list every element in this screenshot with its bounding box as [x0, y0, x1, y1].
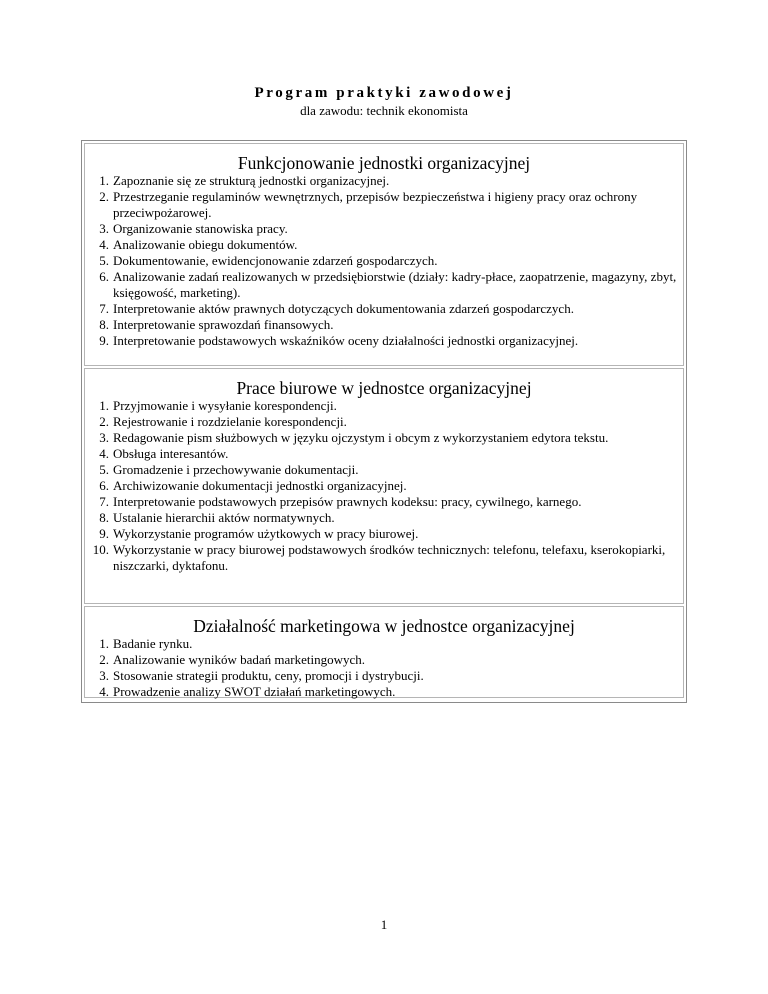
item-number: 6. [99, 478, 109, 493]
item-text: Interpretowanie sprawozdań finansowych. [113, 317, 334, 332]
item-text: Interpretowanie podstawowych wskaźników oceny działalności jednostki organizacyjnej. [113, 333, 579, 348]
list-item [85, 510, 683, 526]
list-item [85, 237, 683, 253]
item-text: Wykorzystanie programów użytkowych w pracy biurowej. [113, 526, 419, 541]
item-text: Wykorzystanie w pracy biurowej podstawowych środków technicznych: telefonu, telefaxu, kserokopiarki, niszczarki, dyktafonu. [113, 542, 666, 573]
list-item [85, 652, 683, 668]
item-text: Analizowanie zadań realizowanych w przedsiębiorstwie (działy: kadry-płace, zaopatrzenie, magazyny, zbyt, księgowość, marketing). [113, 269, 677, 300]
item-number: 9. [99, 526, 109, 541]
item-text: Przestrzeganie regulaminów wewnętrznych, przepisów bezpieczeństwa i higieny pracy oraz ochrony przeciwpożarowej. [113, 189, 638, 220]
list-item [85, 333, 683, 349]
item-number: 8. [99, 510, 109, 525]
item-number: 1. [99, 398, 109, 413]
item-text: Obsługa interesantów. [113, 446, 229, 461]
section-funkcjonowanie [84, 143, 684, 366]
item-text: Archiwizowanie dokumentacji jednostki organizacyjnej. [113, 478, 407, 493]
item-number: 1. [99, 173, 109, 188]
item-text: Organizowanie stanowiska pracy. [113, 221, 288, 236]
item-list [85, 398, 683, 574]
item-text: Analizowanie wyników badań marketingowych. [113, 652, 365, 667]
list-item [85, 542, 683, 574]
item-text: Przyjmowanie i wysyłanie korespondencji. [113, 398, 337, 413]
list-item [85, 494, 683, 510]
item-number: 10. [92, 542, 109, 557]
item-text: Redagowanie pism służbowych w języku ojczystym i obcym z wykorzystaniem edytora tekstu. [113, 430, 609, 445]
section-prace-biurowe [84, 368, 684, 604]
item-number: 6. [99, 269, 109, 284]
item-text: Analizowanie obiegu dokumentów. [113, 237, 298, 252]
document-title: Program praktyki zawodowej [254, 85, 514, 101]
item-text: Interpretowanie podstawowych przepisów prawnych kodeksu: pracy, cywilnego, karnego. [113, 494, 582, 509]
item-number: 1. [99, 636, 109, 651]
item-number: 4. [99, 446, 109, 461]
item-text: Stosowanie strategii produktu, ceny, promocji i dystrybucji. [113, 668, 424, 683]
list-item [85, 684, 683, 700]
document-header [0, 84, 768, 119]
list-item [85, 301, 683, 317]
item-number: 3. [99, 668, 109, 683]
page-number: 1 [380, 917, 388, 932]
item-text: Rejestrowanie i rozdzielanie korespondencji. [113, 414, 347, 429]
list-item [85, 478, 683, 494]
list-item [85, 398, 683, 414]
section-title: Funkcjonowanie jednostki organizacyjnej [237, 153, 531, 173]
item-number: 9. [99, 333, 109, 348]
item-number: 4. [99, 237, 109, 252]
list-item [85, 221, 683, 237]
item-number: 7. [99, 301, 109, 316]
item-number: 2. [99, 652, 109, 667]
section-marketing [84, 606, 684, 698]
item-number: 2. [99, 189, 109, 204]
item-list [85, 636, 683, 700]
item-number: 5. [99, 253, 109, 268]
list-item [85, 636, 683, 652]
item-number: 2. [99, 414, 109, 429]
item-text: Interpretowanie aktów prawnych dotyczących dokumentowania zdarzeń gospodarczych. [113, 301, 574, 316]
item-number: 7. [99, 494, 109, 509]
item-text: Gromadzenie i przechowywanie dokumentacji. [113, 462, 359, 477]
item-number: 3. [99, 430, 109, 445]
list-item [85, 668, 683, 684]
section-title: Prace biurowe w jednostce organizacyjnej [236, 378, 532, 398]
list-item [85, 414, 683, 430]
item-text: Zapoznanie się ze strukturą jednostki organizacyjnej. [113, 173, 390, 188]
list-item [85, 526, 683, 542]
list-item [85, 189, 683, 221]
list-item [85, 253, 683, 269]
item-text: Prowadzenie analizy SWOT działań marketingowych. [113, 684, 396, 699]
list-item [85, 317, 683, 333]
list-item [85, 446, 683, 462]
list-item [85, 269, 683, 301]
item-list [85, 173, 683, 349]
item-text: Badanie rynku. [113, 636, 193, 651]
item-number: 3. [99, 221, 109, 236]
list-item [85, 462, 683, 478]
item-number: 5. [99, 462, 109, 477]
item-number: 8. [99, 317, 109, 332]
program-table [81, 140, 687, 703]
section-title: Działalność marketingowa w jednostce organizacyjnej [193, 616, 575, 636]
item-text: Ustalanie hierarchii aktów normatywnych. [113, 510, 335, 525]
item-number: 4. [99, 684, 109, 699]
item-text: Dokumentowanie, ewidencjonowanie zdarzeń gospodarczych. [113, 253, 438, 268]
list-item [85, 430, 683, 446]
list-item [85, 173, 683, 189]
document-subtitle: dla zawodu: technik ekonomista [300, 103, 468, 118]
